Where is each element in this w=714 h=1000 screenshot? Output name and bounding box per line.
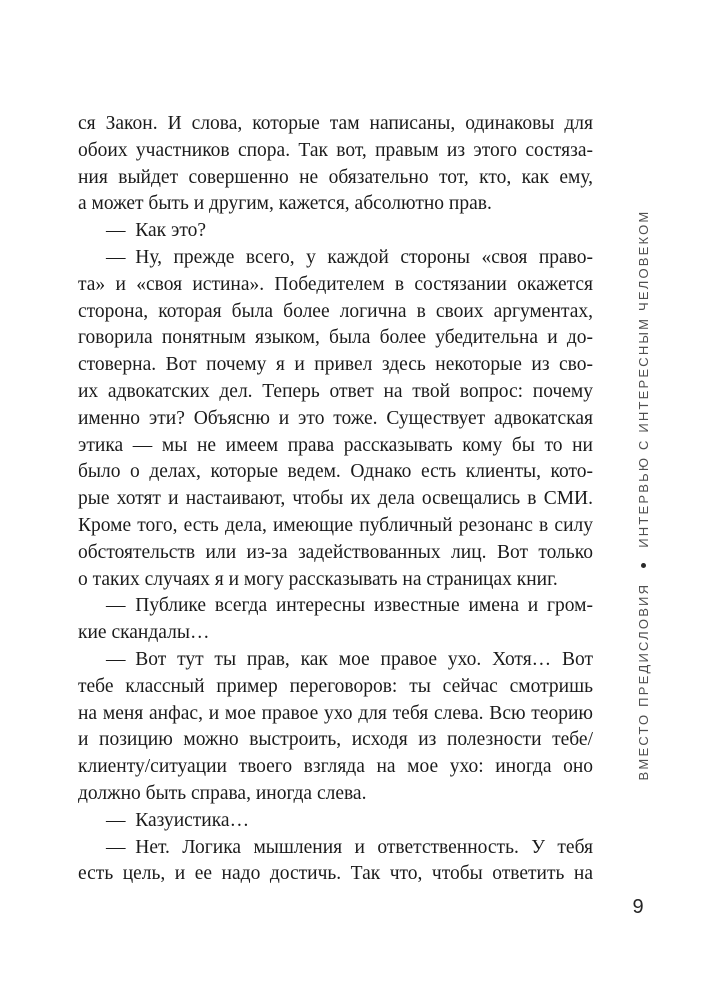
text-line: та» и «своя истина». Победителем в состязании окажется	[78, 273, 593, 295]
text-line: — Нет. Логика мышления и ответственность. У тебя	[106, 836, 593, 858]
text-line: именно эти? Объясню и это тоже. Существует адвокатская	[78, 407, 593, 429]
text-line: этика — мы не имеем права рассказывать кому бы то ни	[78, 434, 593, 456]
text-line: говорила понятным языком, была более убедительна и до-	[78, 327, 593, 349]
text-line: стоверна. Вот почему я и привел здесь некоторые из сво-	[78, 354, 593, 376]
text-line: было о делах, которые ведем. Однако есть клиенты, кото-	[78, 461, 593, 483]
bullet-dot-icon	[641, 563, 646, 568]
text-line: рые хотят и настаивают, чтобы их дела освещались в СМИ.	[78, 488, 593, 510]
section-label: ИНТЕРВЬЮ С ИНТЕРЕСНЫМ ЧЕЛОВЕКОМ	[635, 209, 651, 548]
text-line: на меня анфас, и мое правое ухо для тебя слева. Всю теорию	[78, 702, 593, 724]
text-line: ся Закон. И слова, которые там написаны, одинаковы для	[78, 113, 593, 134]
text-line: — Ну, прежде всего, у каждой стороны «своя право-	[106, 246, 593, 268]
text-line: клиенту/ситуации твоего взгляда на мое ухо: иногда оно	[78, 756, 593, 778]
text-line: — Вот тут ты прав, как мое правое ухо. Хотя… Вот	[106, 648, 593, 670]
text-line: ния выйдет совершенно не обязательно тот, кто, как ему,	[78, 166, 593, 188]
text-line: должно быть справа, иногда слева.	[78, 782, 367, 804]
text-line: о таких случаях я и могу рассказывать на страницах книг.	[78, 568, 558, 590]
text-line: сторона, которая была более логична в своих аргументах,	[78, 300, 593, 322]
text-line: есть цель, и ее надо достичь. Так что, чтобы ответить на	[78, 863, 593, 885]
text-line: их адвокатских дел. Теперь ответ на твой вопрос: почему	[78, 380, 593, 402]
text-line: — Казуистика…	[106, 809, 250, 831]
text-line: Кроме того, есть дела, имеющие публичный резонанс в силу	[78, 514, 593, 536]
text-line: обстоятельств или из-за задействованных лиц. Вот только	[78, 541, 593, 563]
text-block	[78, 111, 593, 888]
running-header	[633, 209, 653, 781]
text-line: тебе классный пример переговоров: ты сейчас смотришь	[78, 675, 593, 697]
text-line: обоих участников спора. Так вот, правым из этого состяза-	[78, 139, 593, 161]
text-line: — Публике всегда интересны известные имена и гром-	[106, 595, 593, 617]
page-number: 9	[632, 896, 644, 918]
text-line: — Как это?	[106, 220, 207, 242]
text-line: кие скандалы…	[78, 622, 210, 644]
text-line: и позицию можно выстроить, исходя из полезности тебе/	[78, 729, 593, 751]
text-line: а может быть и другим, кажется, абсолютно прав.	[78, 193, 492, 215]
chapter-label: ВМЕСТО ПРЕДИСЛОВИЯ	[635, 582, 651, 781]
